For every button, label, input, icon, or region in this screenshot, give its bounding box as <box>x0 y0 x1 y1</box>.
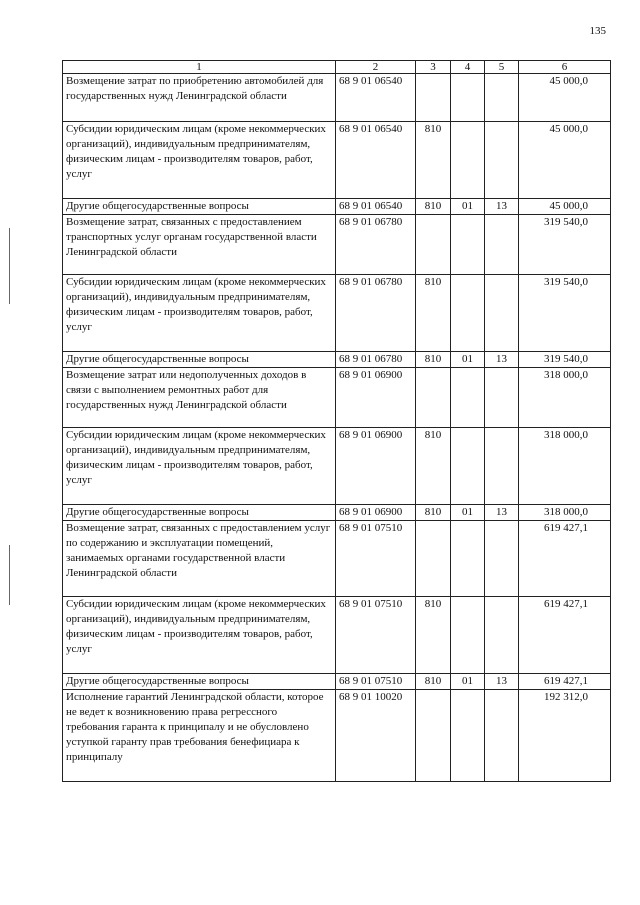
row-code-cell: 68 9 01 07510 <box>336 521 416 597</box>
table-row <box>63 122 611 199</box>
row-col4-cell <box>451 122 485 199</box>
row-sum-cell: 192 312,0 <box>519 690 611 782</box>
table-row <box>63 215 611 275</box>
row-col3-cell <box>416 74 451 122</box>
row-col4-cell <box>451 690 485 782</box>
row-col3-cell: 810 <box>416 275 451 352</box>
page-number: 135 <box>589 25 606 37</box>
row-col4-cell: 01 <box>451 674 485 690</box>
column-header: 3 <box>416 61 451 74</box>
row-name-cell: Возмещение затрат, связанных с предоставлением услуг по содержанию и эксплуатации помещений, занимаемых органами государственной власти Ленинградской области <box>63 521 336 597</box>
table-row <box>63 74 611 122</box>
budget-table-container <box>62 60 611 782</box>
row-col5-cell <box>485 275 519 352</box>
row-sum-cell: 319 540,0 <box>519 275 611 352</box>
row-name-cell: Другие общегосударственные вопросы <box>63 199 336 215</box>
row-col5-cell: 13 <box>485 352 519 368</box>
row-col4-cell <box>451 215 485 275</box>
row-code-cell: 68 9 01 06780 <box>336 275 416 352</box>
row-code-cell: 68 9 01 06900 <box>336 428 416 505</box>
row-name-cell: Другие общегосударственные вопросы <box>63 505 336 521</box>
column-header: 2 <box>336 61 416 74</box>
row-col4-cell <box>451 597 485 674</box>
row-sum-cell: 619 427,1 <box>519 674 611 690</box>
table-row <box>63 690 611 782</box>
row-sum-cell: 619 427,1 <box>519 597 611 674</box>
row-col3-cell <box>416 690 451 782</box>
row-col3-cell <box>416 368 451 428</box>
row-col5-cell <box>485 215 519 275</box>
row-sum-cell: 318 000,0 <box>519 428 611 505</box>
row-code-cell: 68 9 01 06900 <box>336 505 416 521</box>
scan-edge-mark <box>9 228 10 304</box>
row-code-cell: 68 9 01 06540 <box>336 122 416 199</box>
row-col3-cell: 810 <box>416 505 451 521</box>
scan-edge-mark <box>9 545 10 605</box>
row-col5-cell <box>485 74 519 122</box>
column-header: 5 <box>485 61 519 74</box>
row-code-cell: 68 9 01 07510 <box>336 597 416 674</box>
row-code-cell: 68 9 01 06540 <box>336 199 416 215</box>
row-name-cell: Возмещение затрат или недополученных доходов в связи с выполнением ремонтных работ для государственных нужд Ленинградской области <box>63 368 336 428</box>
row-sum-cell: 319 540,0 <box>519 352 611 368</box>
row-sum-cell: 318 000,0 <box>519 368 611 428</box>
row-col3-cell: 810 <box>416 352 451 368</box>
row-code-cell: 68 9 01 07510 <box>336 674 416 690</box>
row-col4-cell <box>451 428 485 505</box>
row-col4-cell: 01 <box>451 199 485 215</box>
row-col4-cell <box>451 521 485 597</box>
row-col5-cell <box>485 428 519 505</box>
row-col4-cell <box>451 275 485 352</box>
row-code-cell: 68 9 01 06900 <box>336 368 416 428</box>
row-col5-cell <box>485 521 519 597</box>
row-sum-cell: 619 427,1 <box>519 521 611 597</box>
row-col5-cell <box>485 690 519 782</box>
row-sum-cell: 45 000,0 <box>519 74 611 122</box>
row-name-cell: Исполнение гарантий Ленинградской области, которое не ведет к возникновению права регрессного требования гаранта к принципалу и не обусловлено уступкой гаранту прав требования бенефициара к принципалу <box>63 690 336 782</box>
row-sum-cell: 45 000,0 <box>519 122 611 199</box>
row-col5-cell: 13 <box>485 199 519 215</box>
row-col4-cell <box>451 368 485 428</box>
row-col3-cell <box>416 521 451 597</box>
header-row <box>63 61 611 74</box>
table-row <box>63 505 611 521</box>
row-name-cell: Возмещение затрат по приобретению автомобилей для государственных нужд Ленинградской области <box>63 74 336 122</box>
row-code-cell: 68 9 01 10020 <box>336 690 416 782</box>
column-header: 6 <box>519 61 611 74</box>
table-row <box>63 352 611 368</box>
table-row <box>63 597 611 674</box>
row-col3-cell <box>416 215 451 275</box>
column-header: 1 <box>63 61 336 74</box>
row-col3-cell: 810 <box>416 597 451 674</box>
row-name-cell: Субсидии юридическим лицам (кроме некоммерческих организаций), индивидуальным предпринимателям, физическим лицам - производителям товаров, работ, услуг <box>63 428 336 505</box>
row-name-cell: Другие общегосударственные вопросы <box>63 674 336 690</box>
row-col5-cell <box>485 368 519 428</box>
row-code-cell: 68 9 01 06540 <box>336 74 416 122</box>
row-col3-cell: 810 <box>416 674 451 690</box>
row-sum-cell: 45 000,0 <box>519 199 611 215</box>
row-code-cell: 68 9 01 06780 <box>336 352 416 368</box>
column-header: 4 <box>451 61 485 74</box>
row-col3-cell: 810 <box>416 122 451 199</box>
row-name-cell: Возмещение затрат, связанных с предоставлением транспортных услуг органам государственной власти Ленинградской области <box>63 215 336 275</box>
row-name-cell: Субсидии юридическим лицам (кроме некоммерческих организаций), индивидуальным предпринимателям, физическим лицам - производителям товаров, работ, услуг <box>63 275 336 352</box>
row-col4-cell: 01 <box>451 352 485 368</box>
table-row <box>63 199 611 215</box>
row-col4-cell: 01 <box>451 505 485 521</box>
row-col5-cell <box>485 122 519 199</box>
table-row <box>63 521 611 597</box>
row-code-cell: 68 9 01 06780 <box>336 215 416 275</box>
budget-table <box>62 60 611 782</box>
table-row <box>63 428 611 505</box>
row-col3-cell: 810 <box>416 428 451 505</box>
row-name-cell: Другие общегосударственные вопросы <box>63 352 336 368</box>
table-row <box>63 368 611 428</box>
row-name-cell: Субсидии юридическим лицам (кроме некоммерческих организаций), индивидуальным предпринимателям, физическим лицам - производителям товаров, работ, услуг <box>63 597 336 674</box>
row-col5-cell: 13 <box>485 505 519 521</box>
row-col4-cell <box>451 74 485 122</box>
row-col3-cell: 810 <box>416 199 451 215</box>
row-name-cell: Субсидии юридическим лицам (кроме некоммерческих организаций), индивидуальным предпринимателям, физическим лицам - производителям товаров, работ, услуг <box>63 122 336 199</box>
table-row <box>63 674 611 690</box>
row-sum-cell: 319 540,0 <box>519 215 611 275</box>
row-col5-cell <box>485 597 519 674</box>
row-sum-cell: 318 000,0 <box>519 505 611 521</box>
table-row <box>63 275 611 352</box>
row-col5-cell: 13 <box>485 674 519 690</box>
